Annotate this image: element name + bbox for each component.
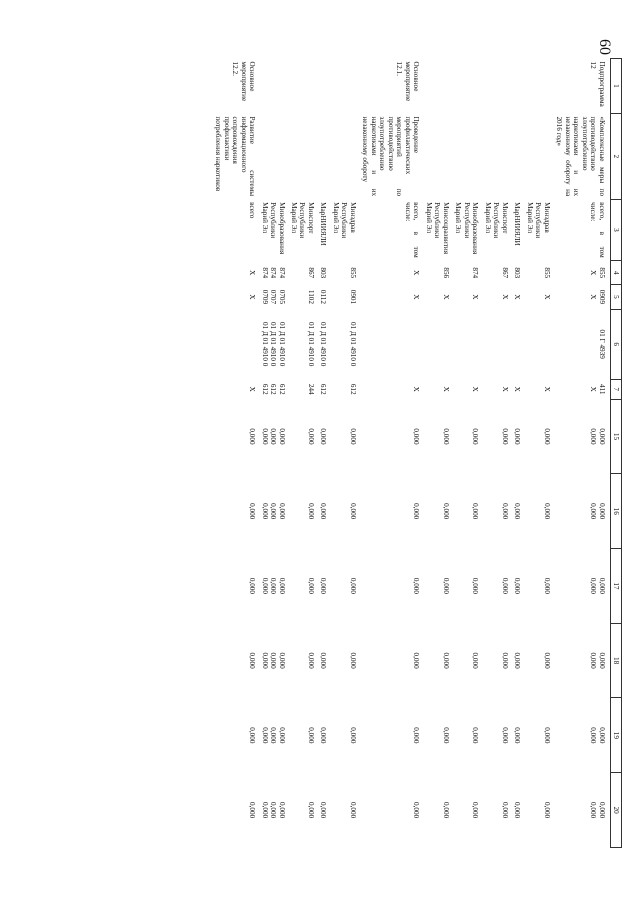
table-row xyxy=(422,59,451,848)
program-name-cell: Развитие системы информационного сопровождения профилактики потребления наркотиков xyxy=(214,116,257,197)
program-cell xyxy=(523,59,552,114)
program-cell xyxy=(422,59,451,114)
value-cell: 0,000 0,000 xyxy=(589,428,606,445)
header-cell: 7 xyxy=(610,379,621,399)
value-cell: 0,000 xyxy=(306,727,315,744)
value-cell: 0,000 0,000 0,000 xyxy=(260,503,286,520)
grbs-cell: 874 xyxy=(471,267,480,279)
header-cell: 6 xyxy=(610,309,621,379)
table-row xyxy=(511,59,523,848)
csr-cell: 01 Д 01 4910 0 xyxy=(319,321,328,367)
csr-cell xyxy=(212,309,258,379)
value-cell: 0,000 xyxy=(319,503,328,520)
rzpr-cell: 0909 Х xyxy=(589,289,606,305)
rzpr-cell: 0901 xyxy=(348,289,357,305)
value-cell: 0,000 xyxy=(319,428,328,445)
value-cell: 0,000 xyxy=(412,428,421,445)
value-cell: 0,000 xyxy=(306,802,315,819)
value-cell: 0,000 xyxy=(441,727,450,744)
program-name-cell: Проведение профилактических мероприятий по противодействию злоупотреблению наркотиками и их незаконному обороту xyxy=(361,116,421,197)
value-cell: 0,000 xyxy=(500,802,509,819)
header-cell: 2 xyxy=(610,113,621,199)
rzpr-cell: Х xyxy=(441,294,450,300)
grbs-cell: 803 xyxy=(319,267,328,279)
value-cell: 0,000 xyxy=(248,652,257,669)
value-cell: 0,000 xyxy=(513,428,522,445)
table-row xyxy=(329,59,358,848)
header-cell: 16 xyxy=(610,474,621,549)
value-cell: 0,000 xyxy=(348,577,357,594)
value-cell: 0,000 xyxy=(412,503,421,520)
value-cell: 0,000 xyxy=(513,652,522,669)
header-cell: 1 xyxy=(610,59,621,114)
rzpr-cell: 0112 xyxy=(319,289,328,304)
vr-cell: 612 612 612 xyxy=(260,383,286,395)
value-cell: 0,000 xyxy=(471,428,480,445)
header-row xyxy=(610,59,621,848)
executor-cell: всего xyxy=(248,202,257,219)
header-cell: 3 xyxy=(610,199,621,261)
value-cell: 0,000 0,000 xyxy=(589,652,606,669)
table-row xyxy=(452,59,481,848)
value-cell: 0,000 0,000 xyxy=(589,802,606,819)
value-cell: 0,000 xyxy=(471,577,480,594)
vr-cell: Х xyxy=(542,386,551,392)
header-cell: 5 xyxy=(610,285,621,309)
value-cell: 0,000 xyxy=(471,727,480,744)
value-cell: 0,000 0,000 xyxy=(589,503,606,520)
program-name-cell xyxy=(422,113,451,199)
program-name-cell xyxy=(329,113,358,199)
header-cell: 19 xyxy=(610,698,621,773)
value-cell: 0,000 xyxy=(319,577,328,594)
rzpr-cell: 0705 0707 0709 xyxy=(260,289,286,305)
rzpr-cell: 1102 xyxy=(306,289,315,304)
rzpr-cell: Х xyxy=(513,294,522,300)
value-cell: 0,000 xyxy=(306,503,315,520)
program-name-cell xyxy=(258,113,287,199)
value-cell: 0,000 xyxy=(248,802,257,819)
program-cell xyxy=(258,59,287,114)
executor-cell: МарНИИЯЛИ xyxy=(513,202,522,246)
csr-cell xyxy=(452,309,481,379)
table-row xyxy=(359,59,422,848)
vr-cell: Х xyxy=(471,386,480,392)
csr-cell xyxy=(359,309,422,379)
value-cell: 0,000 xyxy=(471,652,480,669)
value-cell: 0,000 xyxy=(500,428,509,445)
value-cell: 0,000 xyxy=(542,503,551,520)
table-body xyxy=(212,59,610,848)
table-row xyxy=(288,59,317,848)
grbs-cell: 855 xyxy=(348,267,357,279)
value-cell: 0,000 0,000 0,000 xyxy=(260,577,286,594)
value-cell: 0,000 xyxy=(441,577,450,594)
header-cell: 18 xyxy=(610,623,621,698)
value-cell: 0,000 xyxy=(319,727,328,744)
program-cell xyxy=(288,59,317,114)
program-name-cell xyxy=(317,113,329,199)
value-cell: 0,000 xyxy=(319,652,328,669)
value-cell: 0,000 0,000 0,000 xyxy=(260,652,286,669)
value-cell: 0,000 xyxy=(306,577,315,594)
program-cell xyxy=(317,59,329,114)
program-cell xyxy=(481,59,510,114)
program-cell: Подпрограмма 12 xyxy=(589,61,606,107)
rzpr-cell: Х xyxy=(500,294,509,300)
executor-cell: всего, в том числе: xyxy=(403,202,421,258)
value-cell: 0,000 xyxy=(542,577,551,594)
table-row xyxy=(317,59,329,848)
table-row xyxy=(523,59,552,848)
vr-cell: 411 Х xyxy=(589,383,606,395)
program-name-cell xyxy=(452,113,481,199)
value-cell: 0,000 0,000 xyxy=(589,727,606,744)
budget-table xyxy=(212,58,622,848)
rzpr-cell: Х xyxy=(412,294,421,300)
value-cell: 0,000 xyxy=(471,503,480,520)
grbs-cell: Х xyxy=(248,270,257,276)
value-cell: 0,000 xyxy=(306,428,315,445)
csr-cell: 01 Г 4939 xyxy=(597,329,606,359)
csr-cell xyxy=(481,309,510,379)
value-cell: 0,000 xyxy=(441,503,450,520)
vr-cell: 612 xyxy=(348,383,357,395)
csr-cell xyxy=(523,309,552,379)
value-cell: 0,000 xyxy=(248,503,257,520)
program-name-cell xyxy=(511,113,523,199)
value-cell: 0,000 xyxy=(500,577,509,594)
executor-cell: Минобразования Республики Марий Эл xyxy=(260,202,286,255)
value-cell: 0,000 xyxy=(348,428,357,445)
table-row xyxy=(258,59,287,848)
value-cell: 0,000 xyxy=(441,652,450,669)
value-cell: 0,000 xyxy=(412,727,421,744)
value-cell: 0,000 xyxy=(513,503,522,520)
value-cell: 0,000 xyxy=(441,802,450,819)
csr-cell: 01 Д 01 4910 0 xyxy=(306,321,315,367)
value-cell: 0,000 xyxy=(348,503,357,520)
executor-cell: МарНИИЯЛИ xyxy=(319,202,328,246)
grbs-cell: 867 xyxy=(306,267,315,279)
value-cell: 0,000 xyxy=(513,727,522,744)
rzpr-cell: Х xyxy=(542,294,551,300)
value-cell: 0,000 xyxy=(306,652,315,669)
program-cell xyxy=(452,59,481,114)
program-name-cell: «Комплексные меры по противодействию злоупотреблению наркотиками и их незаконному обороту на 2016 год» xyxy=(555,116,606,197)
header-cell: 17 xyxy=(610,549,621,624)
vr-cell: Х xyxy=(248,386,257,392)
value-cell: 0,000 0,000 0,000 xyxy=(260,802,286,819)
csr-cell xyxy=(511,309,523,379)
table-row xyxy=(481,59,510,848)
value-cell: 0,000 xyxy=(500,727,509,744)
vr-cell: Х xyxy=(412,386,421,392)
value-cell: 0,000 xyxy=(412,802,421,819)
executor-cell: всего, в том числе: xyxy=(589,202,606,258)
header-cell: 15 xyxy=(610,399,621,474)
grbs-cell: 856 xyxy=(441,267,450,279)
program-cell xyxy=(511,59,523,114)
grbs-cell: 874 874 874 xyxy=(260,267,286,279)
grbs-cell: 855 Х xyxy=(589,267,606,279)
value-cell: 0,000 xyxy=(248,577,257,594)
value-cell: 0,000 xyxy=(542,802,551,819)
header-cell: 20 xyxy=(610,773,621,848)
csr-cell xyxy=(422,309,451,379)
vr-cell: Х xyxy=(513,386,522,392)
executor-cell: Минздрав Республики Марий Эл xyxy=(331,202,357,239)
program-name-cell xyxy=(481,113,510,199)
rotated-table-wrapper xyxy=(122,58,622,848)
grbs-cell: 803 xyxy=(513,267,522,279)
value-cell: 0,000 0,000 0,000 xyxy=(260,428,286,445)
value-cell: 0,000 xyxy=(412,577,421,594)
value-cell: 0,000 xyxy=(500,652,509,669)
grbs-cell: Х xyxy=(412,270,421,276)
page-number: 60 xyxy=(596,39,613,55)
program-cell xyxy=(329,59,358,114)
rzpr-cell: Х xyxy=(471,294,480,300)
table-row xyxy=(212,59,258,848)
table-row xyxy=(553,59,610,848)
executor-cell: Минсоцразвития Республики Марий Эл xyxy=(424,202,450,255)
executor-cell: Минздрав Республики Марий Эл xyxy=(525,202,551,239)
value-cell: 0,000 xyxy=(513,577,522,594)
vr-cell: Х xyxy=(500,386,509,392)
rzpr-cell: Х xyxy=(248,294,257,300)
vr-cell: 244 xyxy=(306,383,315,395)
value-cell: 0,000 xyxy=(248,727,257,744)
value-cell: 0,000 xyxy=(441,428,450,445)
value-cell: 0,000 xyxy=(500,503,509,520)
value-cell: 0,000 xyxy=(319,802,328,819)
vr-cell: Х xyxy=(441,386,450,392)
value-cell: 0,000 xyxy=(471,802,480,819)
executor-cell: Минспорт Республики Марий Эл xyxy=(290,202,315,239)
value-cell: 0,000 xyxy=(412,652,421,669)
grbs-cell: 855 xyxy=(542,267,551,279)
program-name-cell xyxy=(523,113,552,199)
value-cell: 0,000 xyxy=(348,802,357,819)
value-cell: 0,000 xyxy=(542,652,551,669)
executor-cell: Минобразования Республики Марий Эл xyxy=(454,202,480,255)
value-cell: 0,000 xyxy=(248,428,257,445)
csr-cell: 01 Д 01 4910 0 01 Д 01 4910 0 01 Д 01 4910 0 xyxy=(260,321,286,367)
value-cell: 0,000 xyxy=(542,428,551,445)
value-cell: 0,000 xyxy=(348,652,357,669)
value-cell: 0,000 xyxy=(542,727,551,744)
vr-cell: 612 xyxy=(319,383,328,395)
grbs-cell: 867 xyxy=(500,267,509,279)
executor-cell: Минспорт Республики Марий Эл xyxy=(483,202,509,239)
value-cell: 0,000 0,000 0,000 xyxy=(260,727,286,744)
program-name-cell xyxy=(288,113,317,199)
value-cell: 0,000 0,000 xyxy=(589,577,606,594)
program-cell: Основное мероприятие 12.2. xyxy=(231,61,257,102)
value-cell: 0,000 xyxy=(348,727,357,744)
value-cell: 0,000 xyxy=(513,802,522,819)
csr-cell: 01 Д 01 4910 0 xyxy=(348,321,357,367)
program-cell: Основное мероприятие 12.1. xyxy=(395,61,421,102)
header-cell: 4 xyxy=(610,261,621,285)
